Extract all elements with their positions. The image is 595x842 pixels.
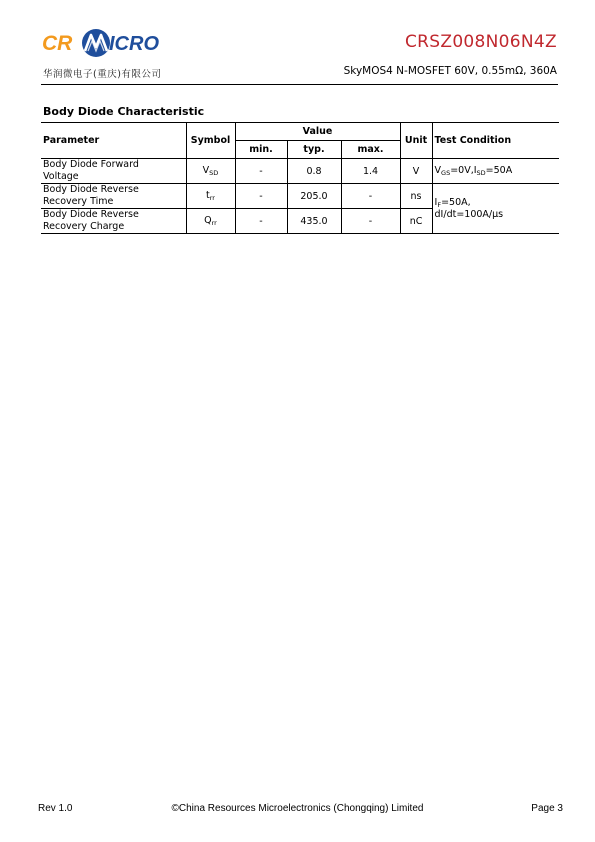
header-value: Value [235,123,400,141]
part-description: SkyMOS4 N-MOSFET 60V, 0.55mΩ, 360A [343,65,557,77]
row-symbol: $t_{rr}$ [186,184,235,209]
row-unit: ns [400,184,432,209]
row-symbol: $Q_{rr}$ [186,209,235,234]
param-line2: Voltage [43,171,79,182]
company-name-chinese: 华润微电子(重庆)有限公司 [43,69,162,80]
row-unit: V [400,159,432,184]
row-max: - [341,209,400,234]
param-line1: Body Diode Forward [43,159,139,170]
row-parameter [41,184,186,209]
logo-text-icro: ICRO [109,33,159,55]
row-parameter [41,209,186,234]
row-min: - [235,184,287,209]
row-typ: 205.0 [287,184,341,209]
row-max: - [341,184,400,209]
param-line1: Body Diode Reverse [43,184,139,195]
header-max: max. [341,141,400,159]
row-unit: nC [400,209,432,234]
part-number: CRSZ008N06N4Z [405,32,557,52]
logo-text-cr: CR [42,32,73,55]
footer-copyright: ©China Resources Microelectronics (Chongqing) Limited [171,803,424,814]
header-symbol: Symbol [186,123,235,159]
header-min: min. [235,141,287,159]
row-typ: 435.0 [287,209,341,234]
table-row [41,159,559,184]
row-symbol: $V_{SD}$ [186,159,235,184]
logo-globe-icon [82,29,110,57]
row-max: 1.4 [341,159,400,184]
header-unit: Unit [400,123,432,159]
row-min: - [235,159,287,184]
company-logo [42,26,172,66]
param-line2: Recovery Charge [43,221,125,232]
row-test-condition: $V_{GS}=0V,I_{SD}=50A$ [432,159,559,184]
table-header-row [41,123,559,141]
header-typ: typ. [287,141,341,159]
param-line2: Recovery Time [43,196,114,207]
header-divider [41,84,558,85]
body-diode-table [41,122,559,234]
row-parameter [41,159,186,184]
row-typ: 0.8 [287,159,341,184]
footer-page-number: Page 3 [531,803,563,814]
row-min: - [235,209,287,234]
header-parameter: Parameter [41,123,186,159]
param-line1: Body Diode Reverse [43,209,139,220]
footer-revision: Rev 1.0 [38,803,73,814]
table-row [41,184,559,209]
header-test-condition: Test Condition [432,123,559,159]
row-test-condition: $I_F=50A$, dI/dt=100A/µs [432,184,559,234]
section-title: Body Diode Characteristic [43,105,205,118]
